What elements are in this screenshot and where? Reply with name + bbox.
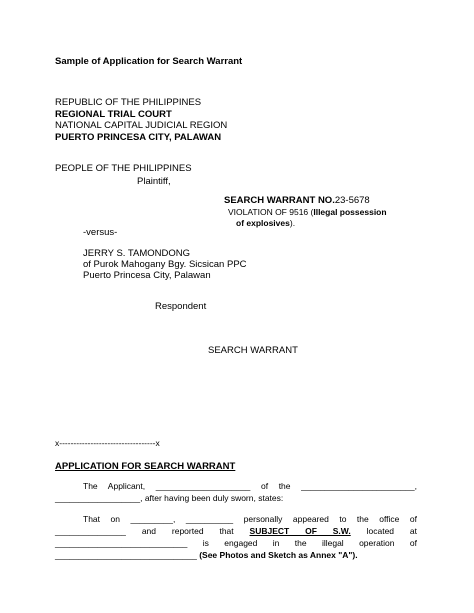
p2-text-a: That on (83, 514, 120, 524)
violation-offense: Illegal possession (313, 207, 387, 217)
document-title: SEARCH WARRANT (208, 345, 298, 356)
p1-text-b: of the (260, 481, 291, 491)
violation-line-2 (236, 219, 295, 228)
sw-number: 23-5678 (334, 195, 370, 206)
paragraph2-line3 (55, 539, 417, 548)
header-republic: REPUBLIC OF THE PHILIPPINES (55, 97, 202, 108)
paragraph1-line1 (83, 482, 417, 491)
search-warrant-number (224, 196, 370, 206)
page-title: Sample of Application for Search Warrant (55, 56, 243, 67)
violation-prefix: VIOLATION OF 9516 ( (228, 207, 314, 217)
p2-annex-note: (See Photos and Sketch as Annex "A"). (199, 550, 358, 560)
paragraph2-line1 (83, 515, 417, 524)
paragraph2-line2 (55, 527, 417, 536)
respondent-address-2: Puerto Princesa City, Palawan (83, 270, 211, 281)
separator-line: x----------------------------------x (55, 438, 160, 448)
p2-blank-3: _______________ (55, 526, 126, 536)
respondent-label: Respondent (155, 301, 207, 312)
paragraph1-line2: __________________, after having been duly sworn, states: (55, 493, 284, 503)
p2-blank-5: ______________________________ (55, 550, 197, 560)
respondent-address-1: of Purok Mahogany Bgy. Sicsican PPC (83, 259, 247, 270)
header-city: PUERTO PRINCESA CITY, PALAWAN (55, 132, 222, 143)
header-region: NATIONAL CAPITAL JUDICIAL REGION (55, 120, 228, 131)
respondent-name: JERRY S. TAMONDONG (83, 248, 190, 259)
p2-blank-1: _________, (130, 514, 176, 524)
header-court: REGIONAL TRIAL COURT (55, 109, 172, 120)
violation-line (228, 208, 387, 217)
p2-text-b: personally appeared to the office of (243, 514, 417, 524)
versus-label: -versus- (83, 227, 118, 238)
p1-text-a: The Applicant, (83, 481, 146, 491)
party-people: PEOPLE OF THE PHILIPPINES (55, 163, 192, 174)
sw-label: SEARCH WARRANT NO. (224, 195, 335, 206)
p2-text-and: and (141, 526, 156, 536)
violation-suffix: ). (289, 218, 296, 228)
p2-text-reported: reported (171, 526, 204, 536)
p2-text-engaged: is engaged in the illegal operation of (202, 538, 417, 548)
application-heading: APPLICATION FOR SEARCH WARRANT (55, 461, 236, 472)
p2-text-that: that (219, 526, 234, 536)
p2-subject: SUBJECT OF S.W. (249, 526, 351, 536)
paragraph2-line4 (55, 551, 358, 560)
p2-blank-2: __________ (185, 514, 234, 524)
party-plaintiff-label: Plaintiff, (137, 176, 171, 187)
p1-blank-2: ________________________, (301, 481, 417, 491)
p2-text-located: located at (366, 526, 417, 536)
violation-offense-2: of explosives (236, 218, 290, 228)
p2-blank-4: ____________________________ (55, 538, 188, 548)
p1-blank-1: ____________________ (155, 481, 251, 491)
